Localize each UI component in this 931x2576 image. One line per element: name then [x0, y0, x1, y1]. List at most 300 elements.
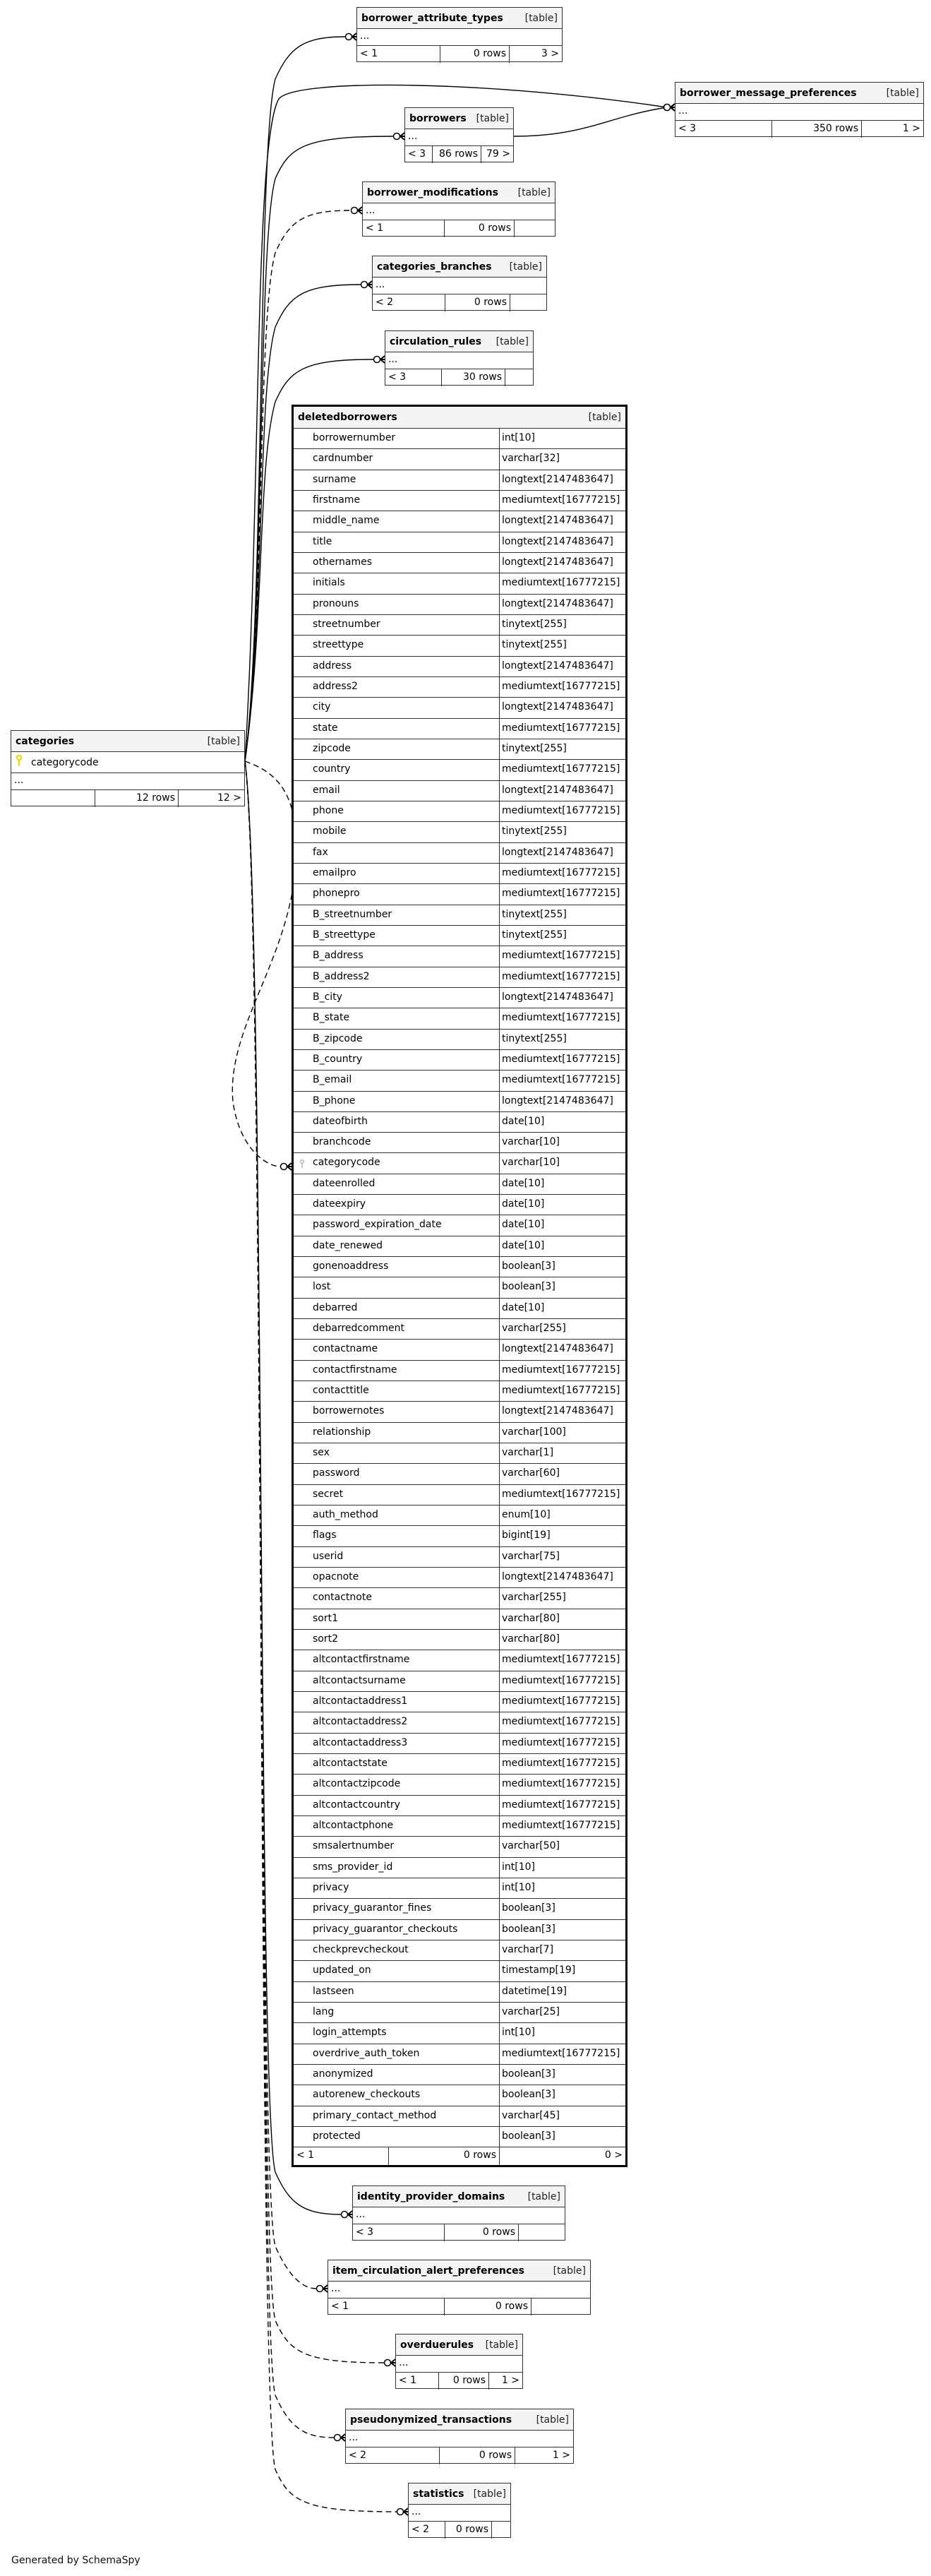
column-row[interactable]: [294, 1837, 625, 1857]
column-row[interactable]: [294, 1526, 625, 1546]
table-header: [346, 2409, 573, 2431]
column-row[interactable]: [294, 843, 625, 864]
column-name: lastseen: [294, 1982, 500, 2002]
column-name: streettype: [294, 636, 500, 655]
column-row[interactable]: [294, 1340, 625, 1360]
column-name: gonenoaddress: [294, 1257, 500, 1277]
row-count: 0 rows: [445, 2298, 531, 2315]
columns-ellipsis: ...: [373, 278, 546, 294]
column-name: opacnote: [294, 1568, 500, 1587]
row-count: 0 rows: [445, 2224, 519, 2241]
column-name: privacy_guarantor_checkouts: [294, 1920, 500, 1940]
column-row[interactable]: [294, 1796, 625, 1816]
row-count: 0 rows: [439, 2373, 489, 2390]
column-name: debarredcomment: [294, 1319, 500, 1339]
children-link[interactable]: [519, 2224, 565, 2241]
column-row[interactable]: [294, 1402, 625, 1422]
column-name: pronouns: [294, 595, 500, 614]
column-row[interactable]: [294, 553, 625, 573]
column-row[interactable]: [294, 470, 625, 491]
column-name: contactnote: [294, 1588, 500, 1608]
column-name: dateenrolled: [294, 1174, 500, 1194]
children-link[interactable]: 1 >: [501, 2375, 519, 2386]
column-type: boolean[3]: [502, 1260, 555, 1272]
table-kind: [table]: [476, 112, 509, 124]
column-row[interactable]: [294, 781, 625, 801]
column-row[interactable]: [294, 1153, 625, 1174]
column-row[interactable]: [294, 1816, 625, 1837]
table-name: categories: [16, 735, 75, 747]
column-name: altcontactphone: [294, 1816, 500, 1836]
column-name: password_expiration_date: [294, 1215, 500, 1235]
row-count: 86 rows: [433, 146, 481, 163]
column-row[interactable]: [294, 1464, 625, 1484]
table-kind: [table]: [517, 186, 551, 198]
crowfoot-item_circulation_alert_preferences: [317, 2285, 328, 2292]
column-row[interactable]: [294, 760, 625, 780]
column-name: phonepro: [294, 884, 500, 904]
column-row[interactable]: [294, 573, 625, 594]
table-identity-provider-domains[interactable]: [352, 2186, 565, 2241]
columns-ellipsis: ...: [405, 129, 513, 146]
column-row[interactable]: [294, 1712, 625, 1733]
table-name: categories_branches: [377, 261, 492, 273]
row-count: 0 rows: [389, 2147, 500, 2165]
parents-link[interactable]: < 1: [294, 2147, 389, 2165]
table-header: [396, 2334, 522, 2356]
column-type: int[10]: [502, 1861, 535, 1873]
column-row[interactable]: [294, 884, 625, 905]
column-name: city: [294, 698, 500, 717]
table-header: [409, 2483, 510, 2505]
table-header: [11, 731, 244, 752]
children-link[interactable]: 0 >: [604, 2149, 623, 2161]
column-name: altcontactaddress1: [294, 1692, 500, 1712]
column-row[interactable]: [294, 1588, 625, 1609]
column-row-categorycode[interactable]: [11, 752, 244, 773]
column-name: password: [294, 1464, 500, 1484]
table-borrower-attribute-types[interactable]: [356, 7, 563, 62]
column-type: mediumtext[16777215]: [502, 1385, 620, 1397]
table-name: item_circulation_alert_preferences: [332, 2265, 525, 2277]
crowfoot-circulation_rules: [374, 356, 385, 363]
column-type: longtext[2147483647]: [502, 701, 613, 713]
column-row[interactable]: [294, 1899, 625, 1919]
column-name: updated_on: [294, 1961, 500, 1981]
columns-ellipsis: ...: [396, 2356, 522, 2373]
column-type: varchar[100]: [502, 1426, 566, 1438]
column-type: date[10]: [502, 1301, 545, 1313]
column-name: checkprevcheckout: [294, 1940, 500, 1960]
column-row[interactable]: [294, 1692, 625, 1712]
column-row[interactable]: [294, 1215, 625, 1236]
row-count: 30 rows: [442, 369, 505, 386]
table-footer: [373, 294, 546, 311]
table-item-circulation-alert-preferences[interactable]: [328, 2260, 591, 2315]
children-link[interactable]: [492, 2522, 510, 2539]
parents-link[interactable]: < 1: [357, 46, 440, 63]
column-name: protected: [294, 2127, 500, 2147]
column-row[interactable]: [294, 1133, 625, 1153]
crowfoot-statistics: [397, 2508, 409, 2515]
table-borrower-message-preferences[interactable]: [675, 82, 924, 137]
column-type: longtext[2147483647]: [502, 535, 613, 547]
column-type: mediumtext[16777215]: [502, 494, 620, 506]
column-row[interactable]: [294, 1671, 625, 1692]
column-name: borrowernumber: [294, 429, 500, 448]
column-name: date_renewed: [294, 1236, 500, 1256]
column-row[interactable]: [294, 449, 625, 470]
column-type: longtext[2147483647]: [502, 556, 613, 568]
columns-ellipsis: ...: [357, 29, 562, 46]
column-name: B_streettype: [294, 926, 500, 946]
column-name: branchcode: [294, 1133, 500, 1152]
column-type: longtext[2147483647]: [502, 1405, 613, 1417]
table-categories[interactable]: [11, 730, 245, 806]
column-type: datetime[19]: [502, 1985, 567, 1997]
column-type: date[10]: [502, 1115, 545, 1127]
table-borrowers[interactable]: [404, 107, 514, 162]
column-name: overdrive_auth_token: [294, 2044, 500, 2064]
column-name: secret: [294, 1485, 500, 1505]
column-name: state: [294, 719, 500, 739]
column-type: varchar[45]: [502, 2109, 560, 2121]
column-row[interactable]: [294, 1940, 625, 1961]
column-name: B_state: [294, 1008, 500, 1028]
column-row[interactable]: [294, 1050, 625, 1071]
column-type: varchar[80]: [502, 1633, 560, 1645]
parents-link[interactable]: < 1: [396, 2373, 439, 2390]
column-type: varchar[10]: [502, 1136, 560, 1148]
edge-categories-deletedborrowers: [232, 761, 296, 1167]
column-type: boolean[3]: [502, 2089, 555, 2101]
column-type: mediumtext[16777215]: [502, 763, 620, 775]
column-name: firstname: [294, 491, 500, 511]
column-row[interactable]: [294, 1423, 625, 1443]
column-type: varchar[7]: [502, 1943, 554, 1955]
column-name: B_city: [294, 988, 500, 1008]
column-row[interactable]: [294, 967, 625, 988]
column-name: dateofbirth: [294, 1112, 500, 1132]
column-row[interactable]: [294, 1381, 625, 1402]
columns-ellipsis: ...: [363, 203, 555, 220]
children-link[interactable]: 12 >: [217, 792, 241, 804]
table-name: deletedborrowers: [298, 412, 397, 423]
table-circulation-rules[interactable]: [385, 330, 534, 386]
children-link[interactable]: 79 >: [486, 148, 510, 160]
column-name: altcontactaddress2: [294, 1712, 500, 1732]
column-row[interactable]: [294, 1650, 625, 1671]
column-row[interactable]: [294, 719, 625, 739]
column-row[interactable]: [294, 1277, 625, 1298]
parents-link[interactable]: [11, 790, 95, 807]
column-type: mediumtext[16777215]: [502, 1674, 620, 1686]
table-name: overduerules: [400, 2339, 474, 2351]
table-pseudonymized-transactions[interactable]: [345, 2409, 574, 2464]
column-row[interactable]: [294, 615, 625, 636]
column-row[interactable]: [294, 739, 625, 760]
column-row[interactable]: [294, 1754, 625, 1775]
columns-ellipsis: ...: [353, 2207, 565, 2224]
column-row[interactable]: [294, 1505, 625, 1526]
parents-link[interactable]: < 2: [373, 294, 445, 311]
column-row[interactable]: [294, 2023, 625, 2044]
children-link[interactable]: [505, 369, 533, 386]
column-row[interactable]: [294, 1112, 625, 1133]
children-link[interactable]: [531, 2298, 590, 2315]
column-type: mediumtext[16777215]: [502, 804, 620, 816]
column-row[interactable]: [294, 1319, 625, 1340]
column-type: tinytext[255]: [502, 929, 567, 941]
column-name: initials: [294, 573, 500, 593]
column-row[interactable]: [294, 1547, 625, 1568]
parents-link[interactable]: < 3: [353, 2224, 445, 2241]
column-row[interactable]: [294, 1568, 625, 1588]
column-row[interactable]: [294, 511, 625, 532]
column-name: login_attempts: [294, 2023, 500, 2043]
table-footer: [409, 2522, 510, 2539]
column-row[interactable]: [294, 657, 625, 677]
column-list: [294, 429, 625, 2147]
children-link[interactable]: 1 >: [552, 2450, 570, 2461]
row-count: 0 rows: [445, 220, 515, 237]
column-row[interactable]: [294, 1195, 625, 1215]
crowfoot-overduerules: [385, 2359, 396, 2366]
column-row[interactable]: [294, 946, 625, 967]
parents-link[interactable]: < 1: [328, 2298, 445, 2315]
column-row[interactable]: [294, 595, 625, 615]
table-kind: [table]: [495, 335, 529, 347]
column-type: longtext[2147483647]: [502, 597, 613, 609]
table-footer: [346, 2447, 573, 2464]
crowfoot-pseudonymized_transactions: [335, 2434, 346, 2441]
column-row[interactable]: [294, 1008, 625, 1029]
column-name: B_address: [294, 946, 500, 966]
column-type: longtext[2147483647]: [502, 473, 613, 485]
columns-ellipsis: ...: [328, 2282, 590, 2298]
column-row[interactable]: [294, 1361, 625, 1381]
column-row[interactable]: [294, 2044, 625, 2065]
column-name: sort2: [294, 1630, 500, 1650]
table-name: borrower_modifications: [367, 186, 498, 198]
table-header: [353, 2186, 565, 2207]
column-type: timestamp[19]: [502, 1964, 576, 1976]
crowfoot-deletedborrowers: [281, 1163, 292, 1170]
column-row[interactable]: [294, 1609, 625, 1630]
table-footer: [385, 369, 533, 386]
column-type: mediumtext[16777215]: [502, 888, 620, 900]
table-footer: [396, 2373, 522, 2390]
column-row[interactable]: [294, 677, 625, 698]
table-kind: [table]: [527, 2190, 560, 2202]
table-footer: [405, 146, 513, 163]
column-name: dateexpiry: [294, 1195, 500, 1215]
column-row[interactable]: [294, 1071, 625, 1091]
column-type: mediumtext[16777215]: [502, 680, 620, 692]
column-type: varchar[75]: [502, 1550, 560, 1562]
table-header: [357, 8, 562, 29]
column-row[interactable]: [294, 988, 625, 1008]
parents-link[interactable]: < 1: [363, 220, 445, 237]
table-categories-branches[interactable]: [372, 256, 547, 311]
column-name: auth_method: [294, 1505, 500, 1525]
children-link[interactable]: [510, 294, 546, 311]
column-row[interactable]: [294, 1775, 625, 1795]
column-type: mediumtext[16777215]: [502, 866, 620, 878]
column-type: mediumtext[16777215]: [502, 1695, 620, 1707]
column-type: date[10]: [502, 1198, 545, 1210]
column-name: fax: [294, 843, 500, 863]
column-name: flags: [294, 1526, 500, 1546]
table-header: [294, 407, 625, 429]
column-name: smsalertnumber: [294, 1837, 500, 1856]
column-type: tinytext[255]: [502, 742, 567, 754]
column-type: varchar[1]: [502, 1447, 554, 1459]
column-row[interactable]: [294, 1174, 625, 1195]
column-row[interactable]: [294, 905, 625, 926]
row-count: 350 rows: [772, 121, 862, 138]
column-type: tinytext[255]: [502, 618, 567, 630]
column-type: boolean[3]: [502, 2068, 555, 2080]
column-type: mediumtext[16777215]: [502, 1736, 620, 1748]
column-name: zipcode: [294, 739, 500, 759]
column-row[interactable]: [294, 1257, 625, 1277]
column-row[interactable]: [294, 926, 625, 946]
column-row[interactable]: [294, 2003, 625, 2023]
column-row[interactable]: [294, 2106, 625, 2127]
column-row[interactable]: [294, 1299, 625, 1319]
column-name: contactfirstname: [294, 1361, 500, 1381]
column-name: relationship: [294, 1423, 500, 1443]
column-name: altcontactaddress3: [294, 1734, 500, 1753]
column-type: tinytext[255]: [502, 1032, 567, 1044]
column-type: mediumtext[16777215]: [502, 950, 620, 962]
column-name: country: [294, 760, 500, 780]
parents-link[interactable]: < 3: [385, 369, 442, 386]
column-name: B_zipcode: [294, 1030, 500, 1049]
parents-link[interactable]: < 3: [675, 121, 772, 138]
column-row[interactable]: [294, 1920, 625, 1940]
table-kind: [table]: [886, 87, 919, 99]
column-name: surname: [294, 470, 500, 490]
column-row[interactable]: [294, 698, 625, 718]
column-row[interactable]: [294, 1878, 625, 1899]
column-name: debarred: [294, 1299, 500, 1318]
column-name: sms_provider_id: [294, 1858, 500, 1878]
column-row[interactable]: [294, 636, 625, 656]
column-name: privacy_guarantor_fines: [294, 1899, 500, 1919]
table-statistics[interactable]: [408, 2483, 511, 2538]
column-row[interactable]: [294, 532, 625, 553]
column-row[interactable]: [294, 1630, 625, 1650]
row-count: 0 rows: [440, 2447, 515, 2464]
column-name: altcontactstate: [294, 1754, 500, 1774]
column-name: altcontactfirstname: [294, 1650, 500, 1670]
parents-link[interactable]: < 2: [346, 2447, 440, 2464]
table-footer: [363, 220, 555, 237]
column-row[interactable]: [294, 1443, 625, 1464]
column-row[interactable]: [294, 1236, 625, 1257]
column-type: varchar[80]: [502, 1612, 560, 1624]
table-borrower-modifications[interactable]: [362, 181, 555, 237]
table-footer: [357, 46, 562, 63]
column-name: phone: [294, 801, 500, 821]
column-name: title: [294, 532, 500, 552]
column-name: address: [294, 657, 500, 676]
column-type: mediumtext[16777215]: [502, 722, 620, 734]
children-link[interactable]: 1 >: [902, 123, 920, 134]
column-row[interactable]: [294, 491, 625, 511]
column-row[interactable]: [294, 1485, 625, 1505]
column-name: B_country: [294, 1050, 500, 1070]
column-type: varchar[10]: [502, 1157, 560, 1169]
columns-ellipsis: ...: [409, 2505, 510, 2522]
crowfoot-identity_provider_domains: [342, 2211, 353, 2218]
column-type: int[10]: [502, 2027, 535, 2039]
column-row[interactable]: [294, 2085, 625, 2106]
table-footer: [675, 121, 923, 138]
children-link[interactable]: [515, 220, 555, 237]
column-type: mediumtext[16777215]: [502, 970, 620, 982]
column-type: varchar[25]: [502, 2005, 560, 2017]
column-row[interactable]: [294, 1030, 625, 1050]
crowfoot-categories_branches: [361, 281, 373, 288]
column-name: contacttitle: [294, 1381, 500, 1401]
parents-link[interactable]: < 2: [409, 2522, 445, 2539]
column-row[interactable]: [294, 1961, 625, 1981]
column-row[interactable]: [294, 2127, 625, 2147]
column-row[interactable]: [294, 1734, 625, 1754]
table-kind: [table]: [485, 2339, 518, 2351]
table-name: borrower_attribute_types: [361, 12, 503, 24]
table-deletedborrowers[interactable]: [292, 405, 627, 2167]
column-type: mediumtext[16777215]: [502, 1488, 620, 1500]
table-kind: [table]: [207, 735, 240, 747]
parents-link[interactable]: < 3: [405, 146, 433, 163]
table-footer: [328, 2298, 590, 2315]
column-type: varchar[60]: [502, 1467, 560, 1479]
columns-ellipsis: ...: [385, 352, 533, 369]
column-row[interactable]: [294, 2065, 625, 2085]
columns-ellipsis: ...: [11, 773, 244, 790]
column-row[interactable]: [294, 1092, 625, 1112]
column-row[interactable]: [294, 801, 625, 822]
column-row[interactable]: [294, 864, 625, 884]
column-type: longtext[2147483647]: [502, 784, 613, 796]
column-type: longtext[2147483647]: [502, 846, 613, 858]
column-name: cardnumber: [294, 449, 500, 469]
column-name: lost: [294, 1277, 500, 1297]
row-count: 0 rows: [445, 2522, 492, 2539]
table-overduerules[interactable]: [395, 2334, 523, 2389]
column-type: boolean[3]: [502, 1902, 555, 1914]
column-row[interactable]: [294, 822, 625, 842]
column-name: contactname: [294, 1340, 500, 1359]
column-type: mediumtext[16777215]: [502, 1799, 620, 1811]
table-kind: [table]: [524, 12, 558, 24]
column-type: longtext[2147483647]: [502, 1571, 613, 1583]
children-link[interactable]: 3 >: [541, 48, 559, 59]
column-row[interactable]: [294, 429, 625, 449]
column-type: longtext[2147483647]: [502, 991, 613, 1003]
table-name: pseudonymized_transactions: [350, 2414, 512, 2426]
column-row[interactable]: [294, 1858, 625, 1878]
column-type: bigint[19]: [502, 1530, 551, 1542]
column-type: tinytext[255]: [502, 825, 567, 837]
column-row[interactable]: [294, 1982, 625, 2003]
generated-by-label: Generated by SchemaSpy: [11, 2555, 140, 2566]
column-name: email: [294, 781, 500, 801]
